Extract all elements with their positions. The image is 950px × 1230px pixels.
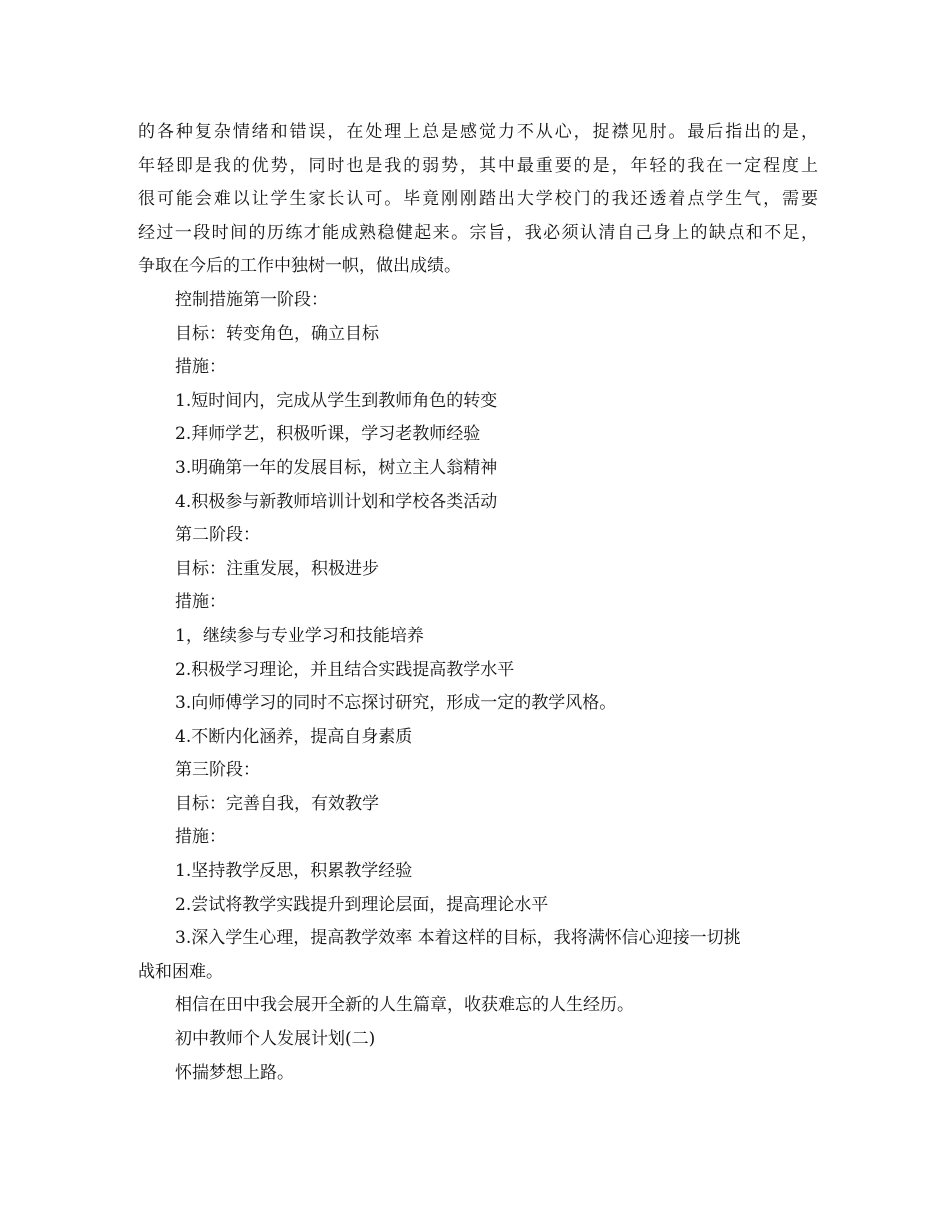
list-item: 2.积极学习理论，并且结合实践提高教学水平 — [175, 659, 515, 680]
goal-line: 目标：注重发展，积极进步 — [175, 558, 379, 579]
list-item: 4.不断内化涵养，提高自身素质 — [175, 726, 413, 747]
paragraph-line: 怀揣梦想上路。 — [175, 1062, 294, 1083]
text-line: 经过一段时间的历练才能成熟稳健起来。宗旨，我必须认清自己身上的缺点和不足， — [138, 222, 818, 243]
list-item: 3.深入学生心理，提高教学效率 本着这样的目标，我将满怀信心迎接一切挑 — [175, 928, 741, 949]
text-line: 年轻即是我的优势，同时也是我的弱势，其中最重要的是，年轻的我在一定程度上 — [138, 155, 818, 176]
list-item: 2.拜师学艺，积极听课，学习老教师经验 — [175, 424, 481, 445]
list-item: 1.短时间内，完成从学生到教师角色的转变 — [175, 390, 498, 411]
document-body — [138, 116, 818, 1090]
document-title: 初中教师个人发展计划(二) — [175, 1029, 376, 1050]
section-heading: 控制措施第一阶段： — [175, 289, 328, 310]
list-item: 1，继续参与专业学习和技能培养 — [175, 625, 424, 646]
section-heading: 第三阶段： — [175, 760, 260, 781]
text-line: 的各种复杂情绪和错误，在处理上总是感觉力不从心，捉襟见肘。最后指出的是， — [138, 122, 818, 142]
text-line: 争取在今后的工作中独树一帜，做出成绩。 — [138, 256, 461, 277]
list-item: 1.坚持教学反思，积累教学经验 — [175, 861, 413, 882]
goal-line: 目标：完善自我，有效教学 — [175, 793, 379, 814]
text-line: 很可能会难以让学生家长认可。毕竟刚刚踏出大学校门的我还透着点学生气，需要 — [138, 189, 818, 210]
measures-label: 措施： — [175, 357, 226, 378]
measures-label: 措施： — [175, 592, 226, 613]
list-item: 4.积极参与新教师培训计划和学校各类活动 — [175, 491, 498, 512]
measures-label: 措施： — [175, 827, 226, 848]
list-item: 2.尝试将教学实践提升到理论层面，提高理论水平 — [175, 894, 549, 915]
list-item: 3.向师傅学习的同时不忘探讨研究，形成一定的教学风格。 — [175, 693, 617, 714]
list-item: 3.明确第一年的发展目标，树立主人翁精神 — [175, 457, 498, 478]
goal-line: 目标：转变角色，确立目标 — [175, 323, 379, 344]
paragraph-line: 相信在田中我会展开全新的人生篇章，收获难忘的人生经历。 — [175, 995, 634, 1016]
text-line: 战和困难。 — [138, 961, 223, 982]
section-heading: 第二阶段： — [175, 525, 260, 546]
